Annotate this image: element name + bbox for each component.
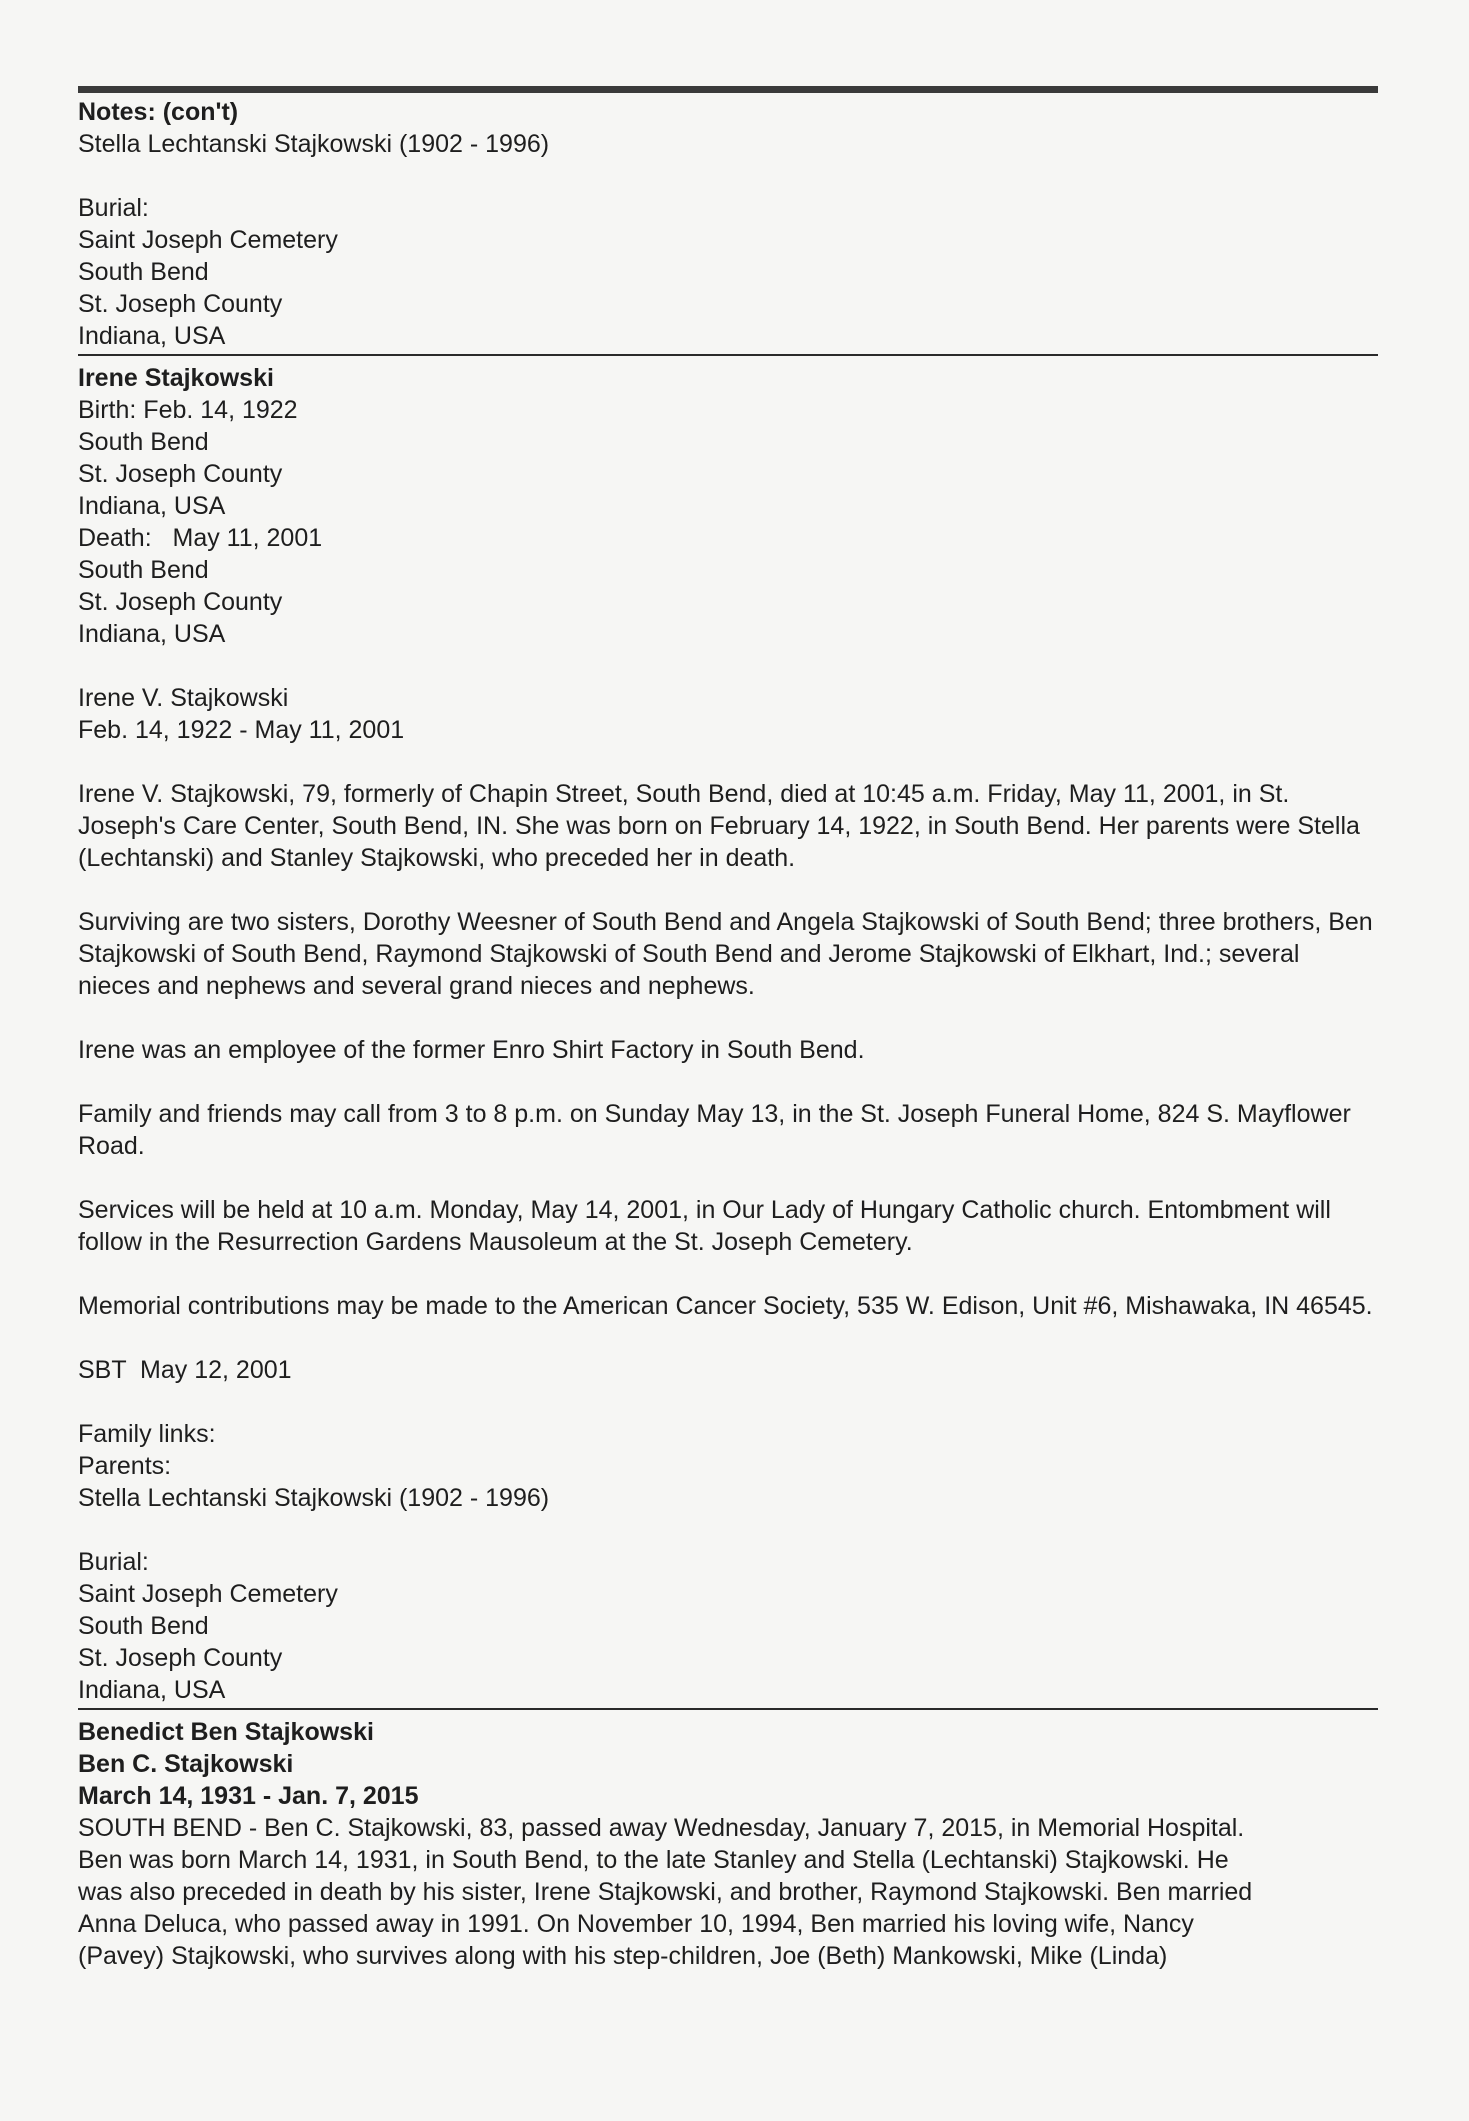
notes-title: Notes: (con't) [78, 98, 239, 126]
parent-line: Stella Lechtanski Stajkowski (1902 - 1996) [78, 1484, 550, 1512]
ben-name: Benedict Ben Stajkowski [78, 1718, 374, 1746]
irene-section [78, 362, 1378, 1706]
info-line: South Bend [78, 428, 209, 456]
obituary-paragraph: Family and friends may call from 3 to 8 p.m. on Sunday May 13, in the St. Joseph Funeral Home, 824 S. Mayflower Road. [78, 1100, 1351, 1160]
source-line: SBT May 12, 2001 [78, 1356, 292, 1384]
ben-dates: March 14, 1931 - Jan. 7, 2015 [78, 1782, 419, 1810]
document-content [78, 86, 1378, 1972]
ben-section [78, 1716, 1378, 1972]
info-line: St. Joseph County [78, 588, 283, 616]
burial-line: St. Joseph County [78, 290, 283, 318]
burial-label: Burial: [78, 1548, 149, 1576]
info-line: South Bend [78, 556, 209, 584]
irene-name: Irene Stajkowski [78, 364, 274, 392]
obituary-paragraph: Memorial contributions may be made to the American Cancer Society, 535 W. Edison, Unit #6, Mishawaka, IN 46545. [78, 1292, 1373, 1320]
info-line: St. Joseph County [78, 460, 283, 488]
burial-label: Burial: [78, 194, 149, 222]
burial-line: South Bend [78, 258, 209, 286]
irene-dates: Feb. 14, 1922 - May 11, 2001 [78, 716, 405, 744]
obituary-line: Ben was born March 14, 1931, in South Bend, to the late Stanley and Stella (Lechtanski) Stajkowski. He [78, 1846, 1229, 1874]
burial-line: Indiana, USA [78, 1676, 226, 1704]
ben-subname: Ben C. Stajkowski [78, 1750, 294, 1778]
obituary-paragraph: Surviving are two sisters, Dorothy Weesner of South Bend and Angela Stajkowski of South Bend; three brothers, Ben Stajkowski of South Bend, Raymond Stajkowski of South Bend and Jerome Stajkowski of Elkhart, Ind.; several nieces and nephews and several grand nieces and nephews. [78, 908, 1373, 1000]
info-line: Indiana, USA [78, 620, 226, 648]
info-line: Birth: Feb. 14, 1922 [78, 396, 298, 424]
irene-full-name: Irene V. Stajkowski [78, 684, 289, 712]
obituary-line: was also preceded in death by his sister, Irene Stajkowski, and brother, Raymond Stajkowski. Ben married [78, 1878, 1253, 1906]
obituary-line: Anna Deluca, who passed away in 1991. On November 10, 1994, Ben married his loving wife, Nancy [78, 1910, 1194, 1938]
section-divider [78, 354, 1378, 356]
obituary-paragraph: Services will be held at 10 a.m. Monday, May 14, 2001, in Our Lady of Hungary Catholic church. Entombment will follow in the Resurrection Gardens Mausoleum at the St. Joseph Cemetery. [78, 1196, 1331, 1256]
parents-label: Parents: [78, 1452, 172, 1480]
obituary-paragraph: Irene V. Stajkowski, 79, formerly of Chapin Street, South Bend, died at 10:45 a.m. Friday, May 11, 2001, in St. Joseph's Care Center, South Bend, IN. She was born on February 14, 1922, in South Bend. Her parents were Stella (Lechtanski) and Stanley Stajkowski, who preceded her in death. [78, 780, 1360, 872]
obituary-line: SOUTH BEND - Ben C. Stajkowski, 83, passed away Wednesday, January 7, 2015, in Memorial Hospital. [78, 1814, 1245, 1842]
burial-line: Saint Joseph Cemetery [78, 226, 338, 254]
obituary-paragraph: Irene was an employee of the former Enro Shirt Factory in South Bend. [78, 1036, 865, 1064]
obituary-line: (Pavey) Stajkowski, who survives along with his step-children, Joe (Beth) Mankowski, Mike (Linda) [78, 1942, 1168, 1970]
family-links-label: Family links: [78, 1420, 216, 1448]
notes-section [78, 86, 1378, 352]
burial-line: St. Joseph County [78, 1644, 283, 1672]
burial-line: South Bend [78, 1612, 209, 1640]
stella-line: Stella Lechtanski Stajkowski (1902 - 1996) [78, 130, 550, 158]
info-line: Death: May 11, 2001 [78, 524, 323, 552]
burial-line: Indiana, USA [78, 322, 226, 350]
burial-line: Saint Joseph Cemetery [78, 1580, 338, 1608]
info-line: Indiana, USA [78, 492, 226, 520]
section-divider [78, 1708, 1378, 1710]
